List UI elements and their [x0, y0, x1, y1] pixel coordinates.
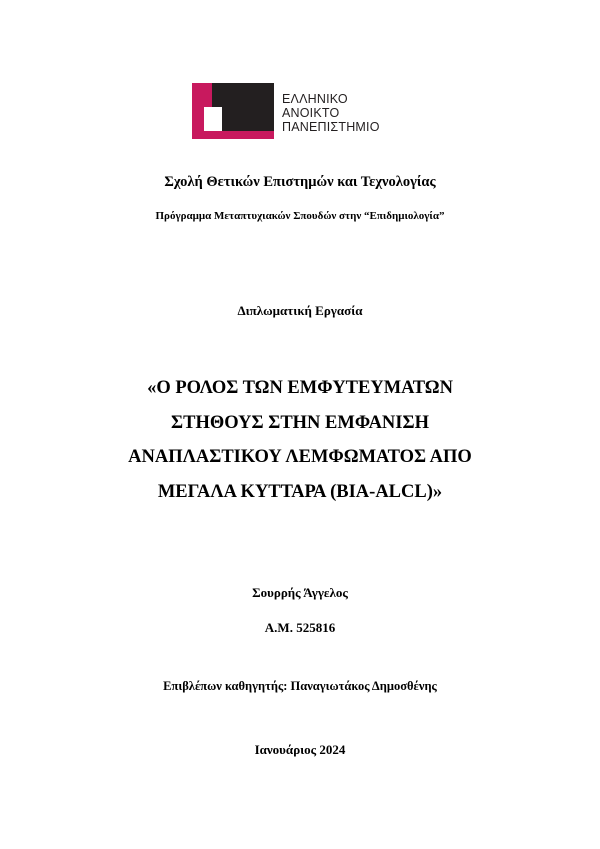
submission-date: Ιανουάριος 2024 [254, 742, 346, 757]
university-name-line-3: ΠΑΝΕΠΙΣΤΗΜΙΟ [282, 120, 380, 134]
university-name-line-2: ΑΝΟΙΚΤΟ [282, 106, 340, 120]
thesis-title-line-1: «Ο ΡΟΛΟΣ ΤΩΝ ΕΜΦΥΤΕΥΜΑΤΩΝ [147, 378, 453, 398]
thesis-type: Διπλωματική Εργασία [237, 303, 363, 318]
thesis-title-line-4: ΜΕΓΑΛΑ ΚΥΤΤΑΡΑ (BIA-ALCL)» [157, 481, 443, 502]
school-name: Σχολή Θετικών Επιστημών και Τεχνολογίας [164, 174, 436, 190]
supervisor: Επιβλέπων καθηγητής: Παναγιωτάκος Δημοσθένης [163, 679, 437, 693]
thesis-title-line-3: ΑΝΑΠΛΑΣΤΙΚΟΥ ΛΕΜΦΩΜΑΤΟΣ ΑΠΟ [128, 447, 472, 467]
program-name: Πρόγραμμα Μεταπτυχιακών Σπουδών στην “Επιδημιολογία” [155, 210, 445, 222]
author-name: Σουρρής Άγγελος [252, 585, 348, 600]
thesis-title-line-2: ΣΤΗΘΟΥΣ ΣΤΗΝ ΕΜΦΑΝΙΣΗ [171, 412, 429, 433]
thesis-title [0, 371, 600, 509]
logo-white-window [204, 107, 222, 131]
university-name-line-1: ΕΛΛΗΝΙΚΟ [282, 92, 348, 106]
university-name [282, 92, 380, 134]
student-id: Α.Μ. 525816 [264, 620, 336, 635]
